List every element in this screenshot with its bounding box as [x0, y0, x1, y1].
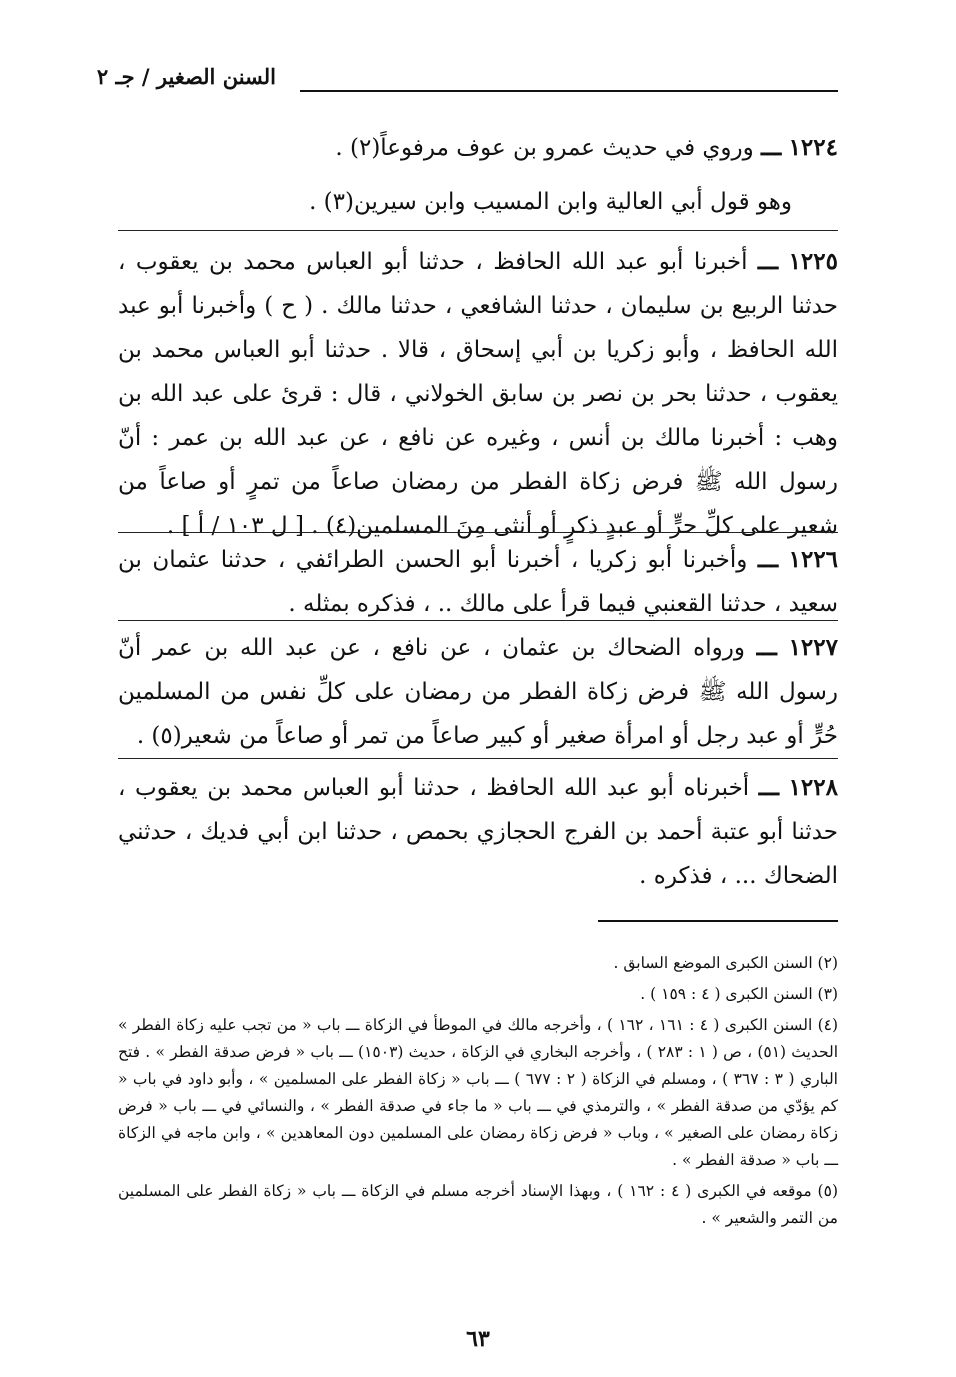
section-divider: [118, 532, 838, 533]
hadith-1225: [118, 240, 838, 548]
hadith-number: ١٢٢٨: [788, 774, 838, 801]
hadith-1226: [118, 538, 838, 626]
running-header: السنن الصغير / جـ ٢: [96, 64, 276, 89]
section-divider: [118, 620, 838, 621]
hadith-dash: ـــ: [757, 248, 779, 275]
section-divider: [118, 758, 838, 759]
hadith-number: ١٢٢٦: [788, 546, 839, 573]
hadith-dash: ـــ: [758, 774, 779, 801]
hadith-text: وروي في حديث عمرو بن عوف مرفوعاً(٢) .: [335, 135, 754, 161]
hadith-1228: [118, 766, 838, 898]
footnote-2: (٢) السنن الكبرى الموضع السابق .: [613, 954, 838, 972]
footnote-rule: [598, 920, 838, 922]
hadith-number: ١٢٢٥: [788, 248, 838, 275]
hadith-extra-text: وهو قول أبي العالية وابن المسيب وابن سيرين(٣) .: [309, 189, 792, 215]
hadith-text: أخبرناه أبو عبد الله الحافظ ، حدثنا أبو العباس محمد بن يعقوب ، حدثنا أبو عتبة أحمد بن الفرج الحجازي بحمص ، حدثنا ابن أبي فديك ، حدثني الضحاك ... ، فذكره .: [118, 775, 838, 889]
page-number: ٦٣: [466, 1326, 490, 1352]
header-rule: [300, 90, 838, 92]
footnote-4: (٤) السنن الكبرى ( ٤ : ١٦١ ، ١٦٢ ) ، وأخرجه مالك في الموطأ في الزكاة ـــ باب « من تجب عليه زكاة الفطر » الحديث (٥١) ، ص ( ١ : ٢٨٣ ) ، وأخرجه البخاري في الزكاة ، حديث (١٥٠٣) ـــ باب « فرض صدقة الفطر » . فتح الباري ( ٣ : ٣٦٧ ) ، ومسلم في الزكاة ( ٢ : ٦٧٧ ) ـــ باب « زكاة الفطر على المسلمين » ، وأبو داود في باب « كم يؤدّي من صدقة الفطر » ، والترمذي في ـــ باب « ما جاء في صدقة الفطر » ، والنسائي في ـــ باب « فرض زكاة رمضان على الصغير » ، وباب « فرض زكاة رمضان على المسلمين دون المعاهدين » ، وابن ماجه في الزكاة ـــ باب « صدقة الفطر » .: [118, 1016, 839, 1169]
hadith-dash: ـــ: [761, 134, 782, 161]
hadith-text: أخبرنا أبو عبد الله الحافظ ، حدثنا أبو العباس محمد بن يعقوب ، حدثنا الربيع بن سليمان ، حدثنا الشافعي ، حدثنا مالك . ( ح ) وأخبرنا أبو عبد الله الحافظ ، وأبو زكريا بن أبي إسحاق ، قالا . حدثنا أبو العباس محمد بن يعقوب ، حدثنا بحر بن نصر بن سابق الخولاني ، قال : قرئ على عبد الله بن وهب : أخبرنا مالك بن أنس ، وغيره عن نافع ، عن عبد الله بن عمر : أنّ رسول الله ﷺ فرض زكاة الفطر من رمضان صاعاً من تمرٍ أو صاعاً من شعير على كلِّ حرٍّ أو عبدٍ ذكرٍ أو أنثى مِنَ المسلمين(٤) . [ ل ١٠٣ / أ ] .: [118, 249, 839, 539]
section-divider: [118, 230, 838, 231]
footnotes: [118, 950, 838, 1236]
hadith-number: ١٢٢٤: [788, 134, 838, 161]
hadith-dash: ـــ: [756, 634, 777, 661]
hadith-text: ورواه الضحاك بن عثمان ، عن نافع ، عن عبد الله بن عمر أنّ رسول الله ﷺ فرض زكاة الفطر من رمضان على كلِّ نفس من المسلمين حُرٍّ أو عبد رجل أو امرأة صغير أو كبير صاعاً من تمر أو صاعاً من شعير(٥) .: [118, 635, 838, 749]
footnote-3: (٣) السنن الكبرى ( ٤ : ١٥٩ ) .: [640, 985, 838, 1003]
hadith-number: ١٢٢٧: [788, 634, 838, 661]
hadith-text: وأخبرنا أبو زكريا ، أخبرنا أبو الحسن الطرائفي ، حدثنا عثمان بن سعيد ، حدثنا القعنبي فيما قرأ على مالك .. ، فذكره بمثله .: [118, 547, 838, 617]
hadith-1227: [118, 626, 838, 758]
hadith-dash: ـــ: [757, 546, 779, 573]
footnote-5: (٥) موقعه في الكبرى ( ٤ : ١٦٢ ) ، وبهذا الإسناد أخرجه مسلم في الزكاة ـــ باب « زكاة الفطر على المسلمين من التمر والشعير » .: [118, 1182, 838, 1227]
hadith-1224: [118, 126, 838, 224]
